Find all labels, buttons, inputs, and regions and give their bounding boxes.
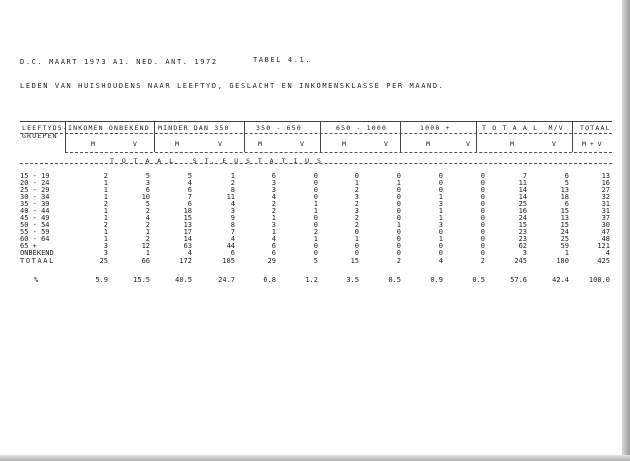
percent-cell: 42.4 [552, 276, 569, 284]
stub-header-line1: LEEFTYDS- [22, 124, 69, 132]
total-cell: 25 [99, 257, 108, 265]
percent-cell: 15.5 [133, 276, 150, 284]
percent-cell: 0.5 [472, 276, 485, 284]
subheader-m: M [91, 140, 95, 148]
group-header: T O T A A L M/V [482, 124, 564, 132]
percent-cell: 40.5 [175, 276, 192, 284]
totals-label: TOTAAL [20, 257, 55, 265]
group-separator [572, 121, 573, 152]
table-caption: LEDEN VAN HUISHOUDENS NAAR LEEFTYD, GESLACHT EN INKOMENSKLASSE PER MAAND. [20, 82, 445, 90]
total-cell: 66 [141, 257, 150, 265]
data-column: 0 0 0 0 0 0 0 0 0 0 0 0 [480, 172, 485, 257]
data-column: 5 3 6 10 5 2 4 2 1 2 12 1 [141, 172, 150, 257]
subheader-v: V [552, 140, 556, 148]
subheader-m: M [510, 140, 514, 148]
subheader-v: V [300, 140, 304, 148]
percent-cell: 0.5 [388, 276, 401, 284]
group-separator [400, 121, 401, 152]
percent-cell: 6.8 [263, 276, 276, 284]
percent-cell: 0.9 [430, 276, 443, 284]
subheader-v: V [218, 140, 222, 148]
subheader-m: M [258, 140, 262, 148]
subheader-m: M [175, 140, 179, 148]
group-separator [154, 121, 155, 152]
data-column: 0 1 0 0 0 0 0 1 0 0 0 0 [396, 172, 401, 257]
subheader-v: V [133, 140, 137, 148]
data-column: 1 2 8 11 4 3 9 8 7 4 44 6 [226, 172, 235, 257]
section-title: T O T A A L S T. E U S T A T I U S [110, 157, 323, 165]
header-divider-rule [20, 133, 612, 134]
subheader-v: V [384, 140, 388, 148]
subheader-divider-rule [65, 152, 612, 153]
data-column: 6 5 13 18 6 15 13 15 24 25 59 1 [560, 172, 569, 257]
data-column: 7 11 14 14 25 16 24 15 23 23 62 3 [518, 172, 527, 257]
data-column: 13 16 27 32 31 31 37 30 47 48 121 4 [597, 172, 610, 257]
subheader-v: V [466, 140, 470, 148]
data-column: 0 1 2 3 2 3 2 2 0 1 0 0 [354, 172, 359, 257]
total-cell: 105 [222, 257, 235, 265]
document-reference: D.C. MAART 1973 A1. NED. ANT. 1972 [20, 58, 218, 66]
percent-cell: 24.7 [218, 276, 235, 284]
total-cell: 2 [396, 257, 401, 265]
row-labels: 15 - 19 20 - 24 25 - 29 30 - 34 35 - 39 40 - 44 45 - 49 50 - 54 55 - 59 60 - 64 65 + ONBEKEND [20, 172, 54, 257]
percent-cell: 3.5 [346, 276, 359, 284]
total-cell: 4 [438, 257, 443, 265]
page-edge-shadow [0, 455, 630, 461]
data-column: 0 0 0 0 1 1 0 0 2 1 0 0 [313, 172, 318, 257]
subheader-m: M [426, 140, 430, 148]
total-cell: 180 [556, 257, 569, 265]
percent-cell: 5.9 [95, 276, 108, 284]
total-cell: 29 [267, 257, 276, 265]
stub-header-line2: GROEPEN [22, 132, 58, 140]
total-cell: 2 [480, 257, 485, 265]
percent-cell: 1.2 [305, 276, 318, 284]
total-cell: 245 [514, 257, 527, 265]
group-header: MINDER DAN 350 [158, 124, 230, 132]
data-column: 6 3 3 4 2 2 1 3 1 4 6 6 [271, 172, 276, 257]
subheader-m: M [342, 140, 346, 148]
total-cell: 5 [313, 257, 318, 265]
group-header: 350 - 650 [256, 124, 303, 132]
total-cell: 172 [179, 257, 192, 265]
page-edge-shadow [622, 0, 630, 461]
percent-label: % [34, 276, 40, 284]
percent-cell: 100.0 [588, 276, 610, 284]
total-cell: 425 [597, 257, 610, 265]
group-header: INKOMEN ONBEKEND [68, 124, 150, 132]
table-number: TABEL 4.1. [253, 56, 312, 64]
group-separator [244, 121, 245, 152]
group-separator [320, 121, 321, 152]
total-cell: 15 [350, 257, 359, 265]
data-column: 5 4 6 7 6 18 15 13 17 14 63 4 [183, 172, 192, 257]
group-header: TOTAAL [580, 124, 611, 132]
subheader-mv: M + V [582, 140, 602, 148]
percent-cell: 57.6 [510, 276, 527, 284]
data-column: 0 0 0 1 3 1 1 3 0 1 0 0 [438, 172, 443, 257]
group-header: 650 - 1000 [336, 124, 388, 132]
group-separator [476, 121, 477, 152]
table-top-rule [20, 121, 612, 122]
group-header: 1000 + [420, 124, 451, 132]
data-column: 2 1 1 1 2 1 1 2 1 1 3 3 [103, 172, 108, 257]
